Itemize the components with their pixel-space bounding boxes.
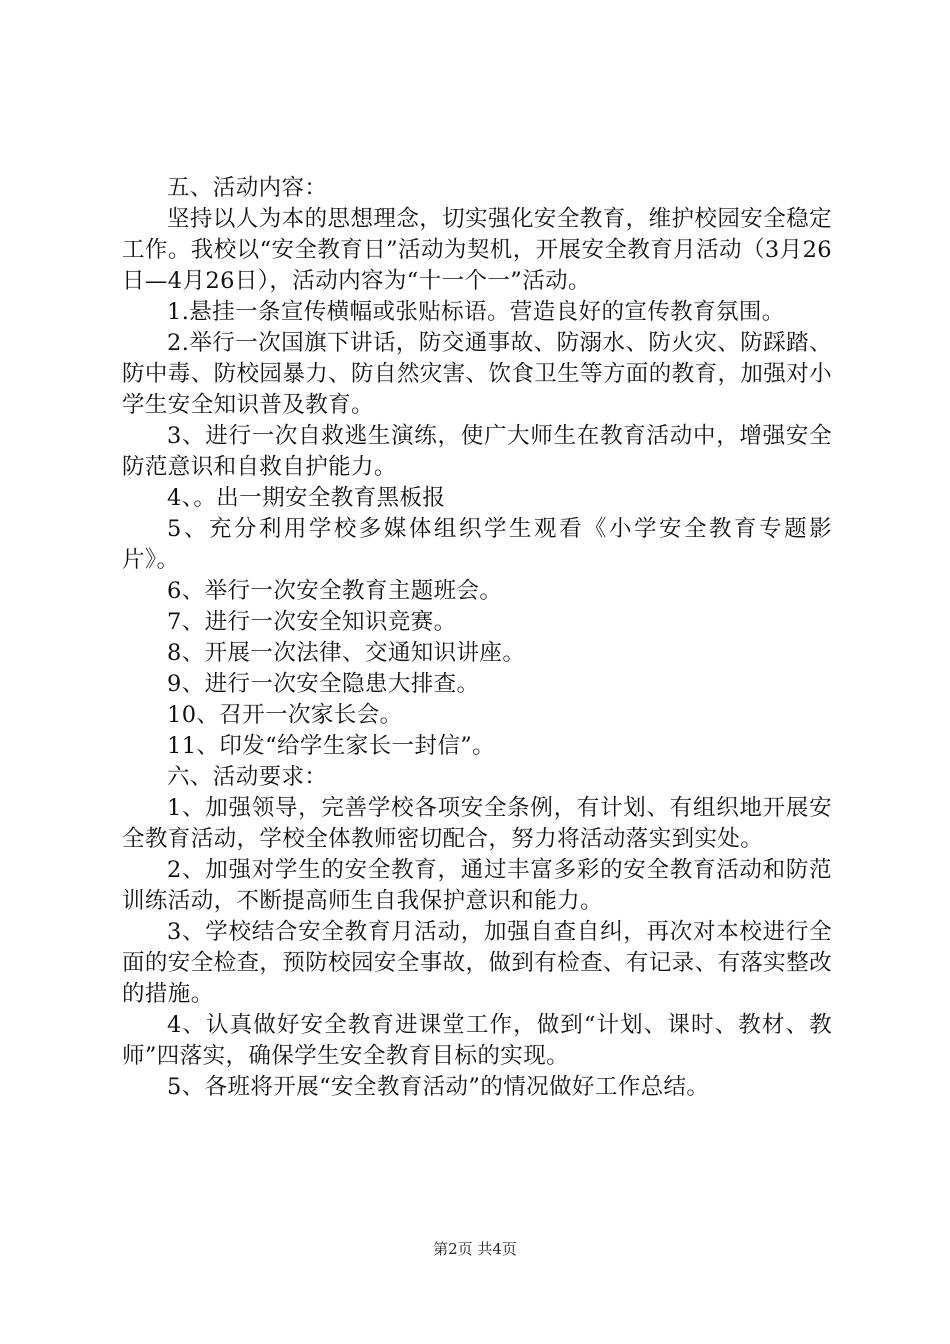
page-number-footer: 第2页 共4页 xyxy=(433,1240,517,1258)
list-item: 2、加强对学生的安全教育，通过丰富多彩的安全教育活动和防范训练活动，不断提高师生自我保护意识和能力。 xyxy=(122,857,832,914)
list-item: 1.悬挂一条宣传横幅或张贴标语。营造良好的宣传教育氛围。 xyxy=(167,299,785,325)
paragraph-intro: 坚持以人为本的思想理念，切实强化安全教育，维护校园安全稳定工作。我校以“安全教育日”活动为契机，开展安全教育月活动（3月26日—4月26日），活动内容为“十一个一”活动。 xyxy=(122,206,832,294)
list-item: 1、加强领导，完善学校各项安全条例，有计划、有组织地开展安全教育活动，学校全体教师密切配合，努力将活动落实到实处。 xyxy=(122,795,832,852)
list-item: 8、开展一次法律、交通知识讲座。 xyxy=(167,640,526,666)
section-heading-content: 五、活动内容： xyxy=(167,175,328,201)
list-item: 4、认真做好安全教育进课堂工作，做到“计划、课时、教材、教师”四落实，确保学生安全教育目标的实现。 xyxy=(122,1012,832,1069)
list-item: 10、召开一次家长会。 xyxy=(167,702,403,728)
list-item: 5、充分利用学校多媒体组织学生观看《小学安全教育专题影片》。 xyxy=(122,516,832,573)
list-item: 3、进行一次自救逃生演练，使广大师生在教育活动中，增强安全防范意识和自救自护能力。 xyxy=(122,423,832,480)
list-item: 6、举行一次安全教育主题班会。 xyxy=(167,578,503,604)
document-body xyxy=(122,173,832,1103)
section-heading-requirements: 六、活动要求： xyxy=(167,764,328,790)
list-item: 11、印发“给学生家长一封信”。 xyxy=(167,733,496,759)
list-item: 3、学校结合安全教育月活动，加强自查自纠，再次对本校进行全面的安全检查，预防校园安全事故，做到有检查、有记录、有落实整改的措施。 xyxy=(122,919,832,1007)
list-item: 7、进行一次安全知识竞赛。 xyxy=(167,609,457,635)
list-item: 2.举行一次国旗下讲话，防交通事故、防溺水、防火灾、防踩踏、防中毒、防校园暴力、防自然灾害、饮食卫生等方面的教育，加强对小学生安全知识普及教育。 xyxy=(122,330,832,418)
list-item: 4、。出一期安全教育黑板报 xyxy=(167,485,446,511)
list-item: 5、各班将开展“安全教育活动”的情况做好工作总结。 xyxy=(167,1074,710,1100)
list-item: 9、进行一次安全隐患大排查。 xyxy=(167,671,480,697)
